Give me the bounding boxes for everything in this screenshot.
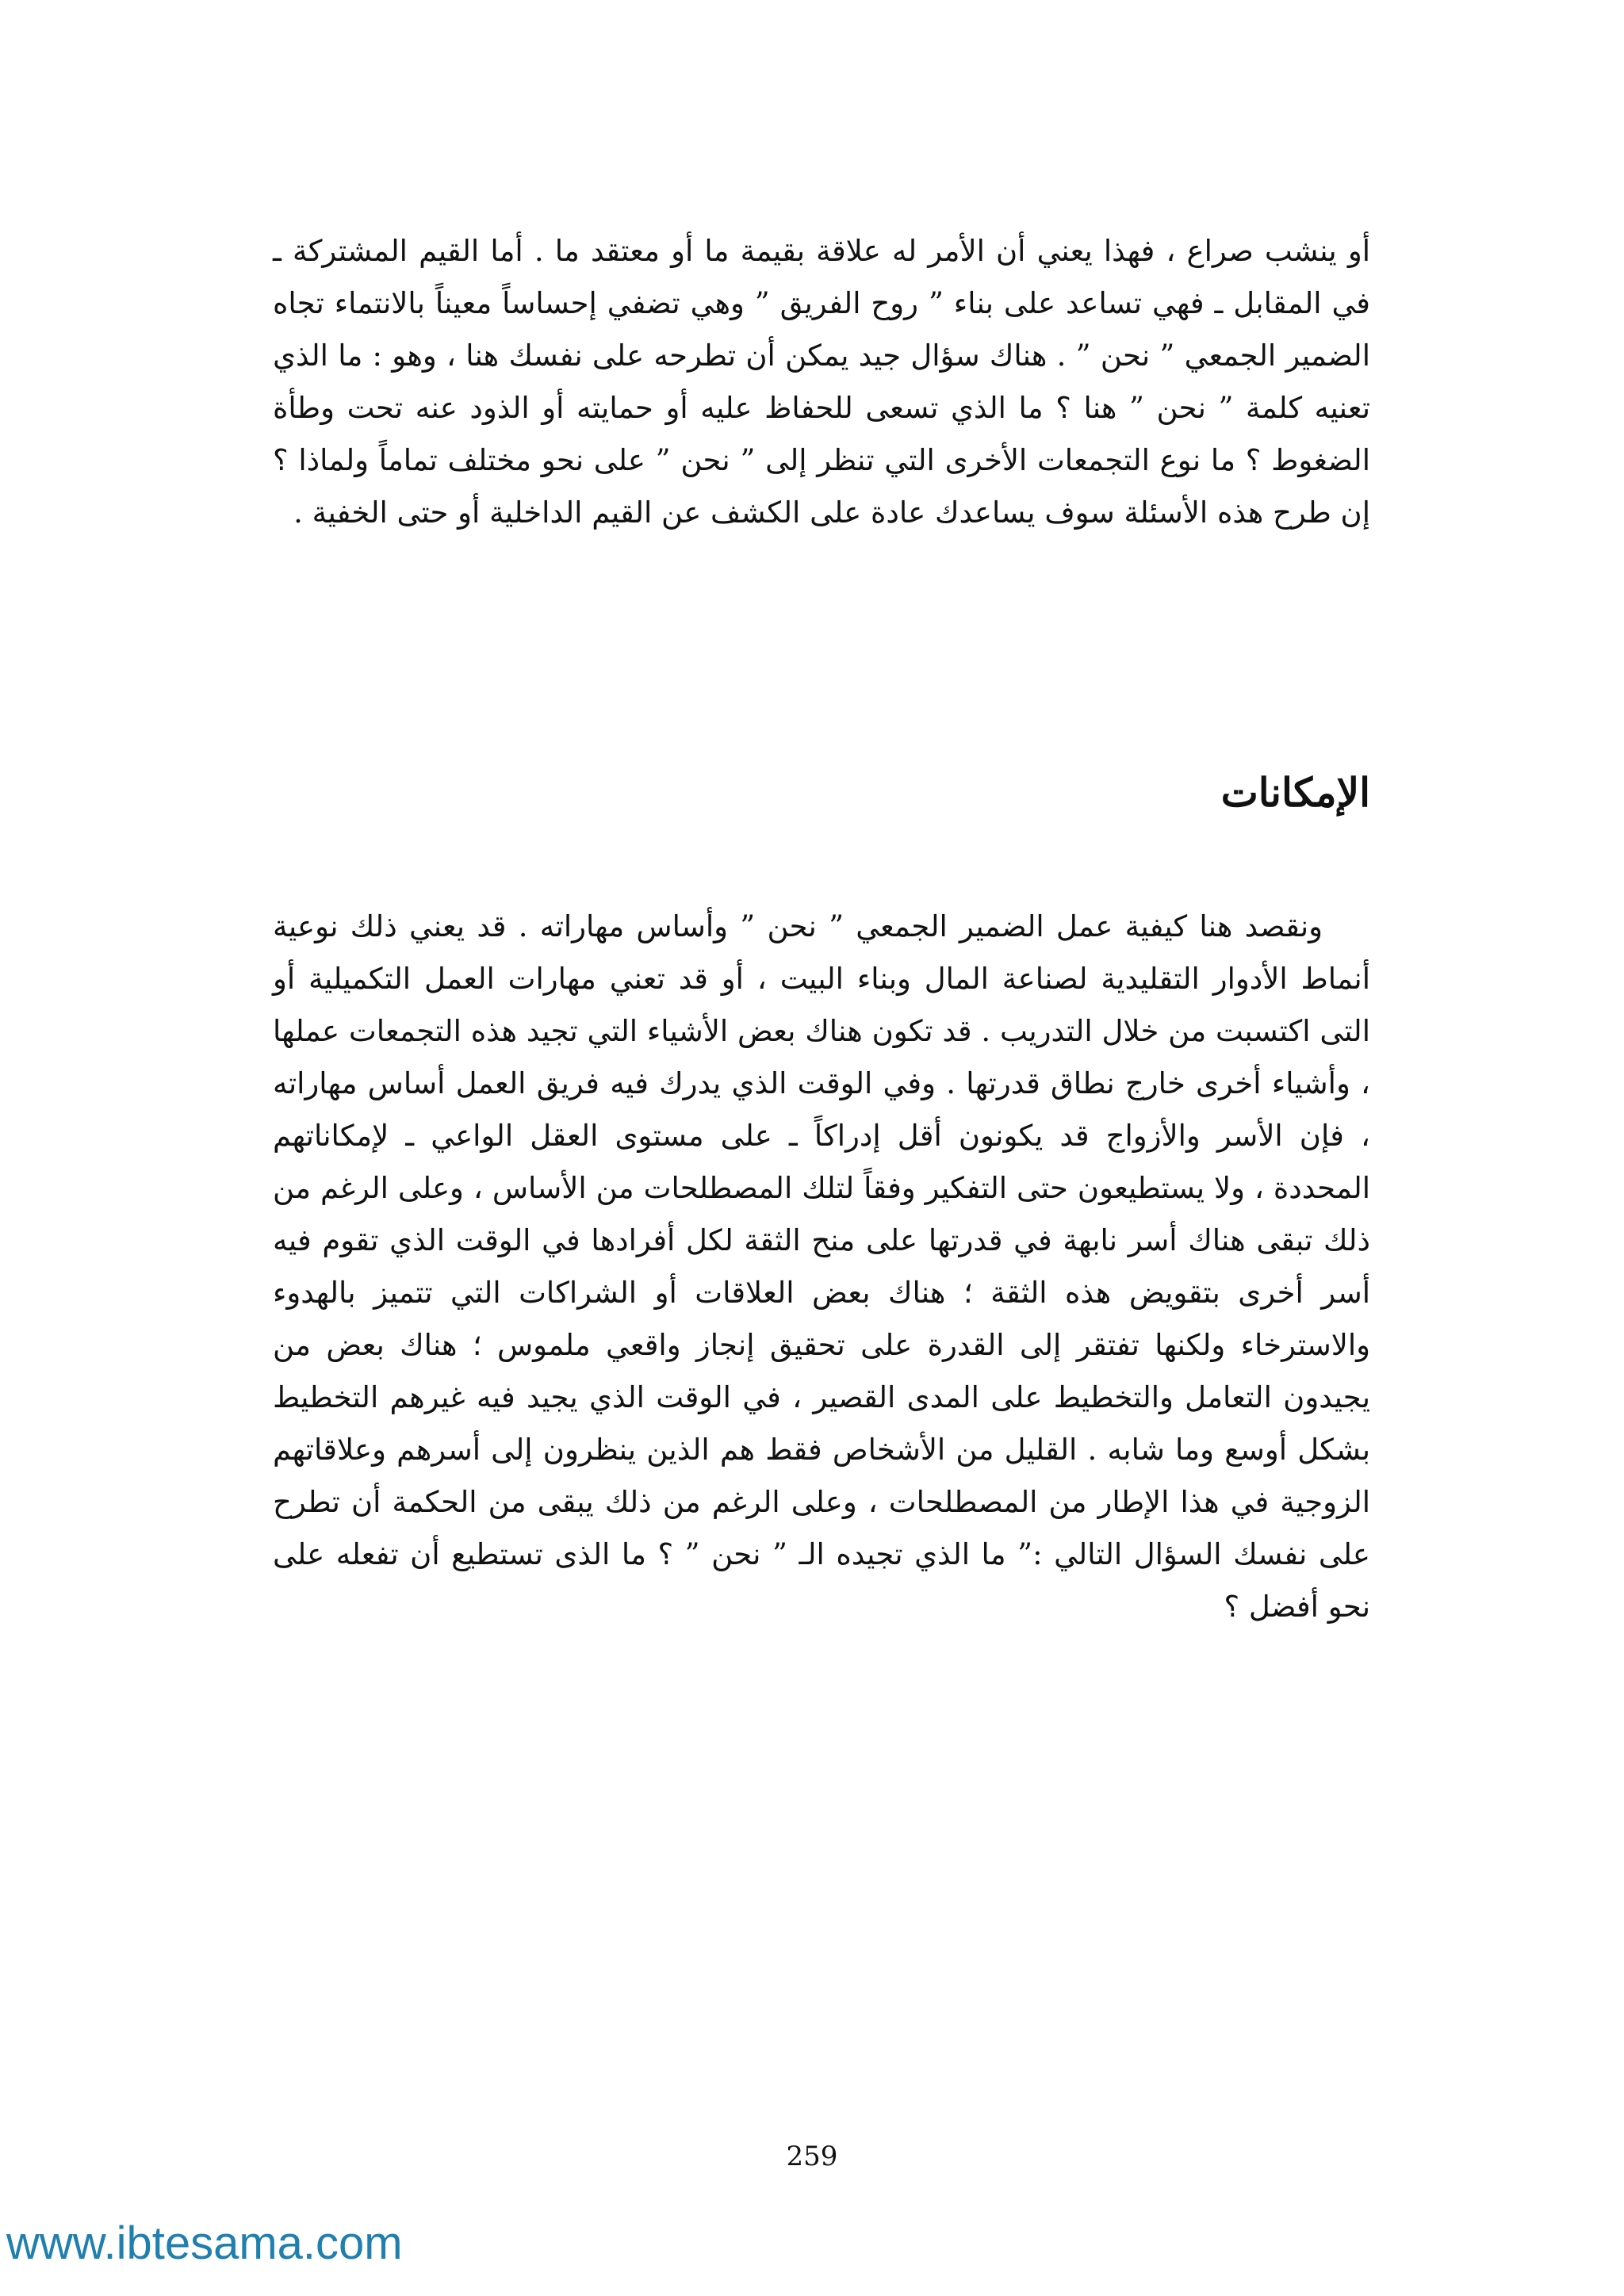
section-heading: الإمكانات xyxy=(1220,769,1370,816)
paragraph-capabilities xyxy=(273,901,1370,1633)
paragraph-text: أو ينشب صراع ، فهذا يعني أن الأمر له علاقة بقيمة ما أو معتقد ما . أما القيم المشتركة ـ في المقابل ـ فهي تساعد على بناء ” روح الفريق ” وهي تضفي إحساساً معيناً بالانتماء تجاه الضمير الجمعي ” نحن ” . هناك سؤال جيد يمكن أن تطرحه على نفسك هنا ، وهو : ما الذي تعنيه كلمة ” نحن ” هنا ؟ ما الذي تسعى للحفاظ عليه أو حمايته أو الذود عنه تحت وطأة الضغوط ؟ ما نوع التجمعات الأخرى التي تنظر إلى ” نحن ” على نحو مختلف تماماً ولماذا ؟ إن طرح هذه الأسئلة سوف يساعدك عادة على الكشف عن القيم الداخلية أو حتى الخفية . xyxy=(273,234,1370,530)
paragraph-values xyxy=(273,225,1370,539)
paragraph-text: ونقصد هنا كيفية عمل الضمير الجمعي ” نحن ” وأساس مهاراته . قد يعني ذلك نوعية أنماط الأدوار التقليدية لصناعة المال وبناء البيت ، أو قد تعني مهارات العمل التكميلية أو التى اكتسبت من خلال التدريب . قد تكون هناك بعض الأشياء التي تجيد هذه التجمعات عملها ، وأشياء أخرى خارج نطاق قدرتها . وفي الوقت الذي يدرك فيه فريق العمل أساس مهاراته ، فإن الأسر والأزواج قد يكونون أقل إدراكاً ـ على مستوى العقل الواعي ـ لإمكاناتهم المحددة ، ولا يستطيعون حتى التفكير وفقاً لتلك المصطلحات من الأساس ، وعلى الرغم من ذلك تبقى هناك أسر نابهة في قدرتها على منح الثقة لكل أفرادها في الوقت الذي تقوم فيه أسر أخرى بتقويض هذه الثقة ؛ هناك بعض العلاقات أو الشراكات التي تتميز بالهدوء والاسترخاء ولكنها تفتقر إلى القدرة على تحقيق إنجاز واقعي ملموس ؛ هناك بعض من يجيدون التعامل والتخطيط على المدى القصير ، في الوقت الذي يجيد فيه غيرهم التخطيط بشكل أوسع وما شابه . القليل من الأشخاص فقط هم الذين ينظرون إلى أسرهم وعلاقاتهم الزوجية في هذا الإطار من المصطلحات ، وعلى الرغم من ذلك يبقى من الحكمة أن تطرح على نفسك السؤال التالي :” ما الذي تجيده الـ ” نحن ” ؟ ما الذى تستطيع أن تفعله على نحو أفضل ؟ xyxy=(273,909,1370,1624)
page-number: 259 xyxy=(786,2141,838,2172)
watermark-url: www.ibtesama.com xyxy=(6,2218,403,2269)
